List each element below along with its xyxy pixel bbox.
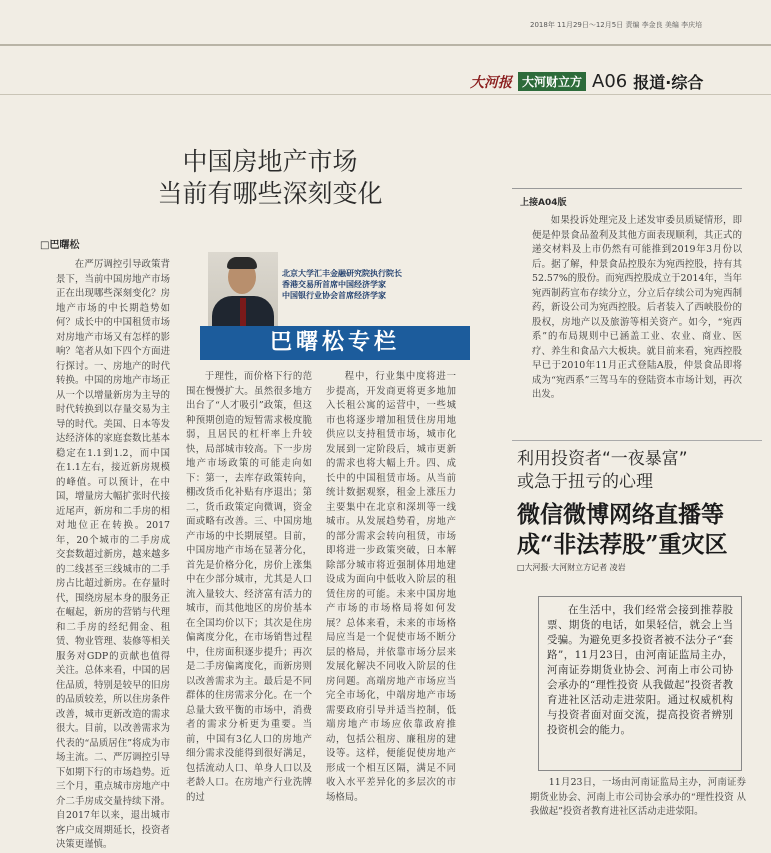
affiliation-line-3: 中国银行业协会首席经济学家 <box>282 291 386 300</box>
article-column-1 <box>56 258 170 850</box>
continued-rule <box>512 188 742 189</box>
affiliation-line-2: 香港交易所首席中国经济学家 <box>282 280 386 289</box>
column-banner: 巴曙松专栏 <box>200 326 470 360</box>
article2-title-line-2: 成“非法荐股”重灾区 <box>517 531 728 558</box>
article2-summary-box <box>538 596 742 771</box>
article2-body <box>530 776 746 817</box>
column-3-text: 程中，行业集中度将进一步提高，开发商更将更多地加入长租公寓的运营中，一些城市也将逐步增加租赁住房用地供应以支持租赁市场，城市化发展到一定阶段后，城市更新的需求也将大幅上升。四、成长中的中国租赁市场。从当前统计数据观察，租金上涨压力主要集中在北京和深圳等一线城市。从发展趋势看，房地产的部分需求会转向租赁，市场即将进一步政策突破，日本解除部分城市将近强制体用地建设成为面向中低收入阶层的租赁住房的可能。未来中国房地产市场的市场格局将如何发展？总体来看，未来的市场格局应当是一个促使市场不断分层的格局，并依靠市场分层来发展化解决不同收入阶层的住房问题。高端房地产市场应当完全市场化，中端房地产市场需要政府引导并适当控制，低端房地产市场应依靠政府推动，包括公租房、廉租房的建设等。这样，便能促使房地产形成一个相互区隔，满足不同收入水平差异化的多层次的市场格局。 <box>326 371 456 803</box>
article2-title <box>517 500 727 560</box>
continued-label: 上接A04版 <box>520 198 567 208</box>
page-number: A06 <box>592 71 628 92</box>
date-editor-line: 2018年 11月29日～12月5日 责编 李金良 美编 李庆培 <box>530 21 703 29</box>
column-1-text: 在严厉调控引导政策背景下，当前中国房地产市场正在出现哪些深刻变化？房地产市场的中长期趋势如何？成长中的中国租赁市场对房地产市场又有怎样的影响？笔者从如下四个方面进行探讨。一、房地产的时代转换。中国的房地产市场正从一个以增量新房为主导的时代转换到以存量交易为主导的时代。美国、日本等发达经济体的家庭套数比基本稳定在1.1到1.2，而中国在1.1左右，接近新房规模的峰值。可以预计，在中国，增量房大幅扩张时代接近尾声，新房和二手房的相对地位正在转换。2017年，20个城市的二手房成交套数超过新房，越来越多的二线甚至三线城市的二手房占比超过新房。在存量时代，围绕房屋本身的服务正在崛起，新房的营销与代理和二手房的经纪佣金、租赁、物业管理、装修等相关服务对GDP的贡献也值得关注。总体来看，中国的居住品质，特别是较早的旧房的品质较差，所以住房条件改善，城市更新改造的需求很大。目前，以改善需求为代表的“品质居住”将成为市场主流。二、严厉调控引导下如期下行的市场趋势。近三个月，重点城市房地产中介二手房成交量持续下滑。自2017年以来，退出城市客户成交周期延长，投资者决策更谨慎。 <box>56 259 170 850</box>
article-title-line2: 当前有哪些深刻变化 <box>157 179 383 208</box>
article-title <box>100 146 440 210</box>
article2-body-text: 11月23日，一场由河南证监局主办，河南证券期货业协会、河南上市公司协会承办的“理性投资 从我做起”投资者教育进社区活动走进荥阳。 <box>530 777 746 817</box>
header-divider <box>0 94 771 95</box>
masthead <box>470 70 703 93</box>
affiliation-line-1: 北京大学汇丰金融研究院执行院长 <box>282 269 402 278</box>
top-rule <box>0 44 771 46</box>
article-column-4 <box>532 214 742 420</box>
section-title: 报道·综合 <box>633 73 704 92</box>
article-title-line1: 中国房地产市场 <box>182 147 358 176</box>
article2-byline: □大河报·大河财立方记者 凌岩 <box>517 563 626 572</box>
author-affiliation <box>282 268 402 301</box>
subtitle-line-2: 或急于扭亏的心理 <box>517 472 653 492</box>
article2-title-line-1: 微信微博网络直播等 <box>517 501 724 528</box>
column-2-text: 于理性，而价格下行的范围在慢慢扩大。虽然很多地方出台了“人才吸引”政策，但这种预期创造的短暂需求极度脆弱，且居民的杠杆率上升较快，局部城市较高。下一步房地产市场政策的可能走向如下：第一，去库存政策转向，棚改货币化补贴有序退出；第二，货币政策定向微调，资金面或略有改善。三、中国房地产市场的中长期展望。目前，中国房地产市场在显著分化，首先是价格分化，房价上涨集中在少部分城市，尤其是人口流入量较大、经济富有活力的城市，而其他地区的房价基本在全国均价以下；其次是住房偏离度分化，在市场销售过程中，住房面积逐步提升；再次是二手房偏离度化，而新房则以改善需求为主。最后是不同群体的住房需求分化。在一个总量大致平衡的市场中，消费者的需求分析更为重要。当前，中国有3亿人口的房地产细分需求没能得到很好满足，包括流动人口、单身人口以及老龄人口。在房地产行业洗牌的过 <box>186 371 312 803</box>
article2-subtitle <box>517 448 688 494</box>
sub-brand-logo: 大河财立方 <box>518 72 586 91</box>
author-portrait <box>208 252 278 332</box>
article-column-3 <box>326 370 456 803</box>
newspaper-logo: 大河报 <box>470 74 512 91</box>
article-byline: □巴曙松 <box>40 240 80 251</box>
subtitle-line-1: 利用投资者“一夜暴富” <box>517 449 688 469</box>
summary-text: 在生活中，我们经常会接到推荐股票、期货的电话，如果轻信，就会上当受骗。为避免更多投资者被不法分子“套路”，11月23日，由河南证监局主办，河南证券期货业协会、河南上市公司协会承办的“理性投资 从我做起”投资者教育进社区活动走进荥阳。通过权威机构与投资者面对面交流，提高投资者辨别投资机会的能力。 <box>547 604 733 736</box>
article-column-2 <box>186 370 312 803</box>
article2-rule <box>512 440 762 441</box>
column-4-text: 如果投诉处理完及上述发审委员质疑情形，即便是仲景食品盈利及其他方面表现顺利，其正式的递交材料及上市仍然有可能推到2019年3月份以后。据了解，仲景食品控股东为宛西控股，持有其52.57%的股份。而宛西控股成立于2014年，当年宛西制药宣布存续分立，分立后存续公司为宛西制药，新设公司为宛西控股。后者装入了西峡股份的股权，房地产以及旅游等相关资产。如今，“宛西系”的布局规则中已涵盖工业、农业、商业、医疗、养生和食品六大板块。就目前来看，宛西控股早已于2010年11月正式登陆A股，仲景食品即将成为“宛西系”三驾马车的登陆资本市场计划，再次出发。 <box>532 215 742 400</box>
